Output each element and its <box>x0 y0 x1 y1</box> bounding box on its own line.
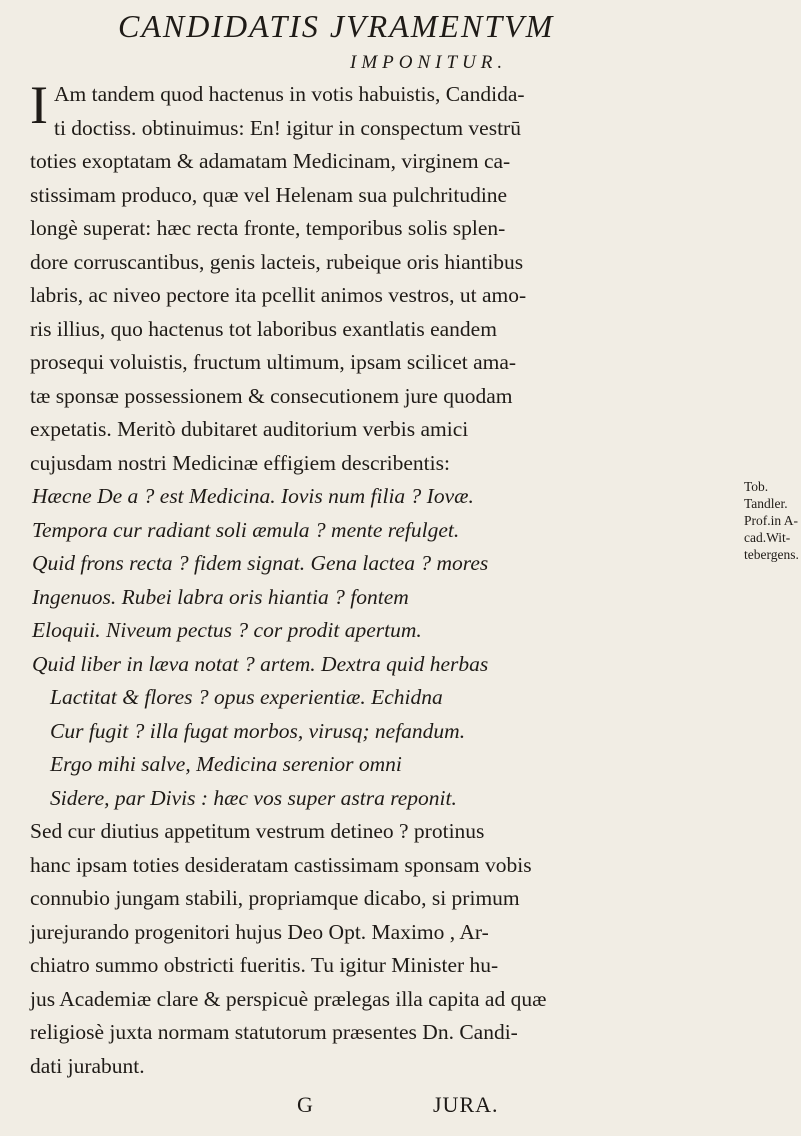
main-text <box>30 75 740 1083</box>
prose-line: ris illius, quo hactenus tot laboribus exantlatis eandem <box>30 316 497 341</box>
margin-note-line: Tandler. <box>744 496 788 511</box>
prose-line: dore corruscantibus, genis lacteis, rubeique oris hiantibus <box>30 249 524 274</box>
prose-line: longè superat: hæc recta fronte, temporibus solis splen- <box>30 216 506 240</box>
prose-line: toties exoptatam & adamatam Medicinam, virginem ca- <box>30 149 511 173</box>
verse-line: Hæcne De a ? est Medicina. Iovis num filia ? Iovæ. <box>32 484 474 508</box>
closing-line: connubio jungam stabili, propriamque dicabo, si primum <box>30 886 520 910</box>
verse-line: Eloquii. Niveum pectus ? cor prodit apertum. <box>32 618 422 642</box>
verse-line: Cur fugit ? illa fugat morbos, virusq; nefandum. <box>50 718 466 743</box>
closing-line: hanc ipsam toties desideratam castissimam sponsam vobis <box>30 852 532 877</box>
prose-line: expetatis. Meritò dubitaret auditorium verbis amici <box>30 417 469 441</box>
prose-line: Am tandem quod hactenus in votis habuistis, Candida- <box>53 82 525 106</box>
closing-line: Sed cur diutius appetitum vestrum detineo ? protinus <box>30 819 485 843</box>
margin-note-line: Tob. <box>744 479 769 494</box>
closing-line: religiosè juxta normam statutorum præsentes Dn. Candi- <box>30 1020 518 1044</box>
prose-line: prosequi voluistis, fructum ultimum, ipsam scilicet ama- <box>30 350 517 374</box>
margin-note <box>744 478 800 563</box>
prose-line: labris, ac niveo pectore ita pcellit animos vestros, ut amo- <box>30 283 527 307</box>
verse-line: Tempora cur radiant soli æmula ? mente refulget. <box>32 517 460 542</box>
verse-line: Quid liber in læva notat ? artem. Dextra quid herbas <box>32 651 489 676</box>
catchword: JURA. <box>433 1092 499 1117</box>
margin-note-line: Prof.in A- <box>744 513 798 528</box>
signature-mark: G <box>297 1092 313 1117</box>
prose-line: stissimam produco, quæ vel Helenam sua pulchritudine <box>30 182 508 207</box>
closing-line: dati jurabunt. <box>30 1053 145 1078</box>
verse-line: Ingenuos. Rubei labra oris hiantia ? fontem <box>32 584 409 609</box>
closing-line: chiatro summo obstricti fueritis. Tu igitur Minister hu- <box>30 953 499 977</box>
prose-line: ti doctiss. obtinuimus: En! igitur in conspectum vestrū <box>53 115 521 140</box>
drop-capital: I <box>30 75 48 135</box>
page-title: CANDIDATIS JVRAMENTVM <box>118 8 555 44</box>
closing-line: jus Academiæ clare & perspicuè prælegas illa capita ad quæ <box>30 986 547 1011</box>
margin-note-line: cad.Wit- <box>744 530 791 545</box>
verse-line: Lactitat & flores ? opus experientiæ. Echidna <box>50 685 443 709</box>
margin-note-line: tebergens. <box>744 547 799 562</box>
verse-line: Ergo mihi salve, Medicina serenior omni <box>50 752 402 776</box>
prose-line: cujusdam nostri Medicinæ effigiem describentis: <box>30 450 450 475</box>
verse-line: Quid frons recta ? fidem signat. Gena lactea ? mores <box>32 551 489 575</box>
verse-line: Sidere, par Divis : hæc vos super astra reponit. <box>50 785 457 810</box>
closing-line: jurejurando progenitori hujus Deo Opt. Maximo , Ar- <box>30 919 489 944</box>
page-subtitle: IMPONITUR. <box>350 52 508 73</box>
prose-line: tæ sponsæ possessionem & consecutionem jure quodam <box>30 383 513 408</box>
